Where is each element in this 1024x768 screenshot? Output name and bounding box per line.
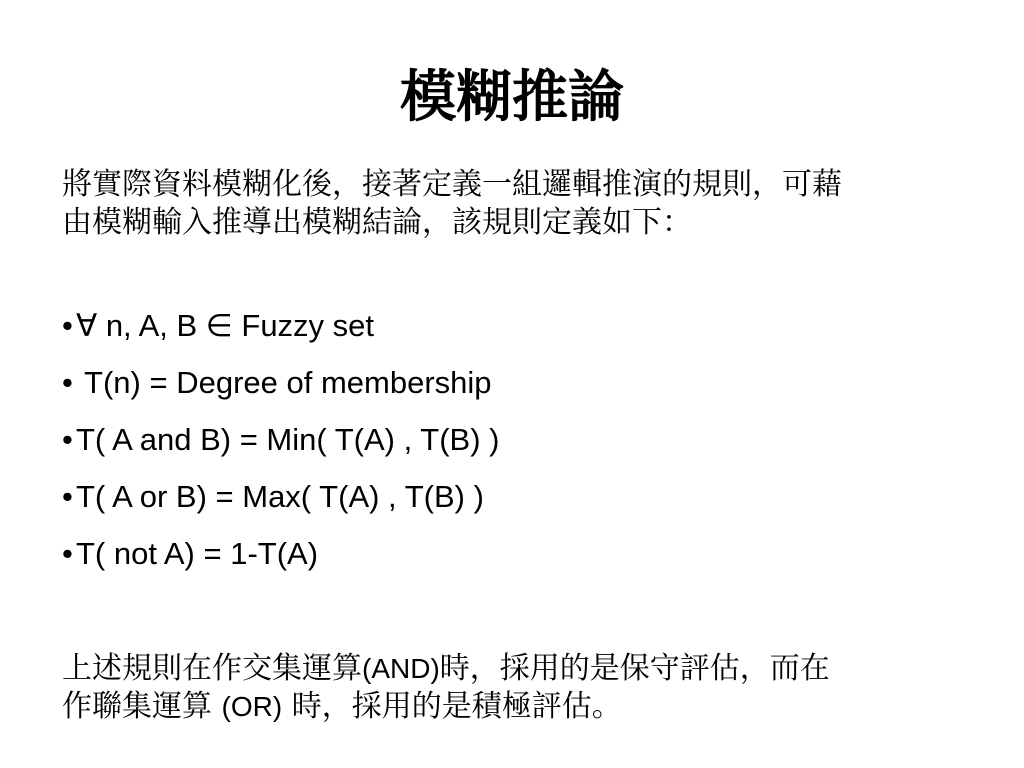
- conclusion-text: 上述規則在作交集運算: [62, 651, 362, 686]
- rule-text: T( A and B) = Min( T(A) , T(B) ): [76, 422, 500, 457]
- rule-list: [62, 308, 962, 593]
- or-term: (OR): [221, 691, 283, 722]
- intro-line-1: 將實際資料模糊化後，接著定義一組邏輯推演的規則，可藉: [62, 167, 842, 202]
- rule-item: [62, 365, 962, 401]
- bullet-mark: •: [62, 479, 73, 514]
- rule-item: [62, 422, 962, 458]
- rule-text: T( A or B) = Max( T(A) , T(B) ): [76, 479, 484, 514]
- rule-text: ∀ n, A, B ∈ Fuzzy set: [76, 308, 375, 343]
- bullet-mark: •: [62, 536, 73, 571]
- conclusion-text: 時，採用的是保守評估，而在: [439, 651, 830, 686]
- bullet-mark: •: [62, 308, 73, 343]
- and-term: (AND): [362, 653, 440, 684]
- rule-item: [62, 308, 962, 344]
- conclusion-paragraph: [62, 650, 972, 726]
- rule-item: [62, 536, 962, 572]
- rule-text: T( not A) = 1-T(A): [76, 536, 319, 571]
- conclusion-text: 作聯集運算: [62, 689, 222, 724]
- rule-item: [62, 479, 962, 515]
- rule-text: T(n) = Degree of membership: [76, 365, 492, 400]
- intro-line-2: 由模糊輸入推導出模糊結論，該規則定義如下：: [62, 205, 692, 240]
- bullet-mark: •: [62, 422, 73, 457]
- intro-paragraph: [62, 166, 972, 242]
- conclusion-line-2: [62, 688, 972, 726]
- bullet-mark: •: [62, 365, 73, 400]
- conclusion-text: 時，採用的是積極評估。: [282, 689, 622, 724]
- slide-title: 模糊推論: [400, 64, 624, 130]
- conclusion-line-1: [62, 650, 972, 688]
